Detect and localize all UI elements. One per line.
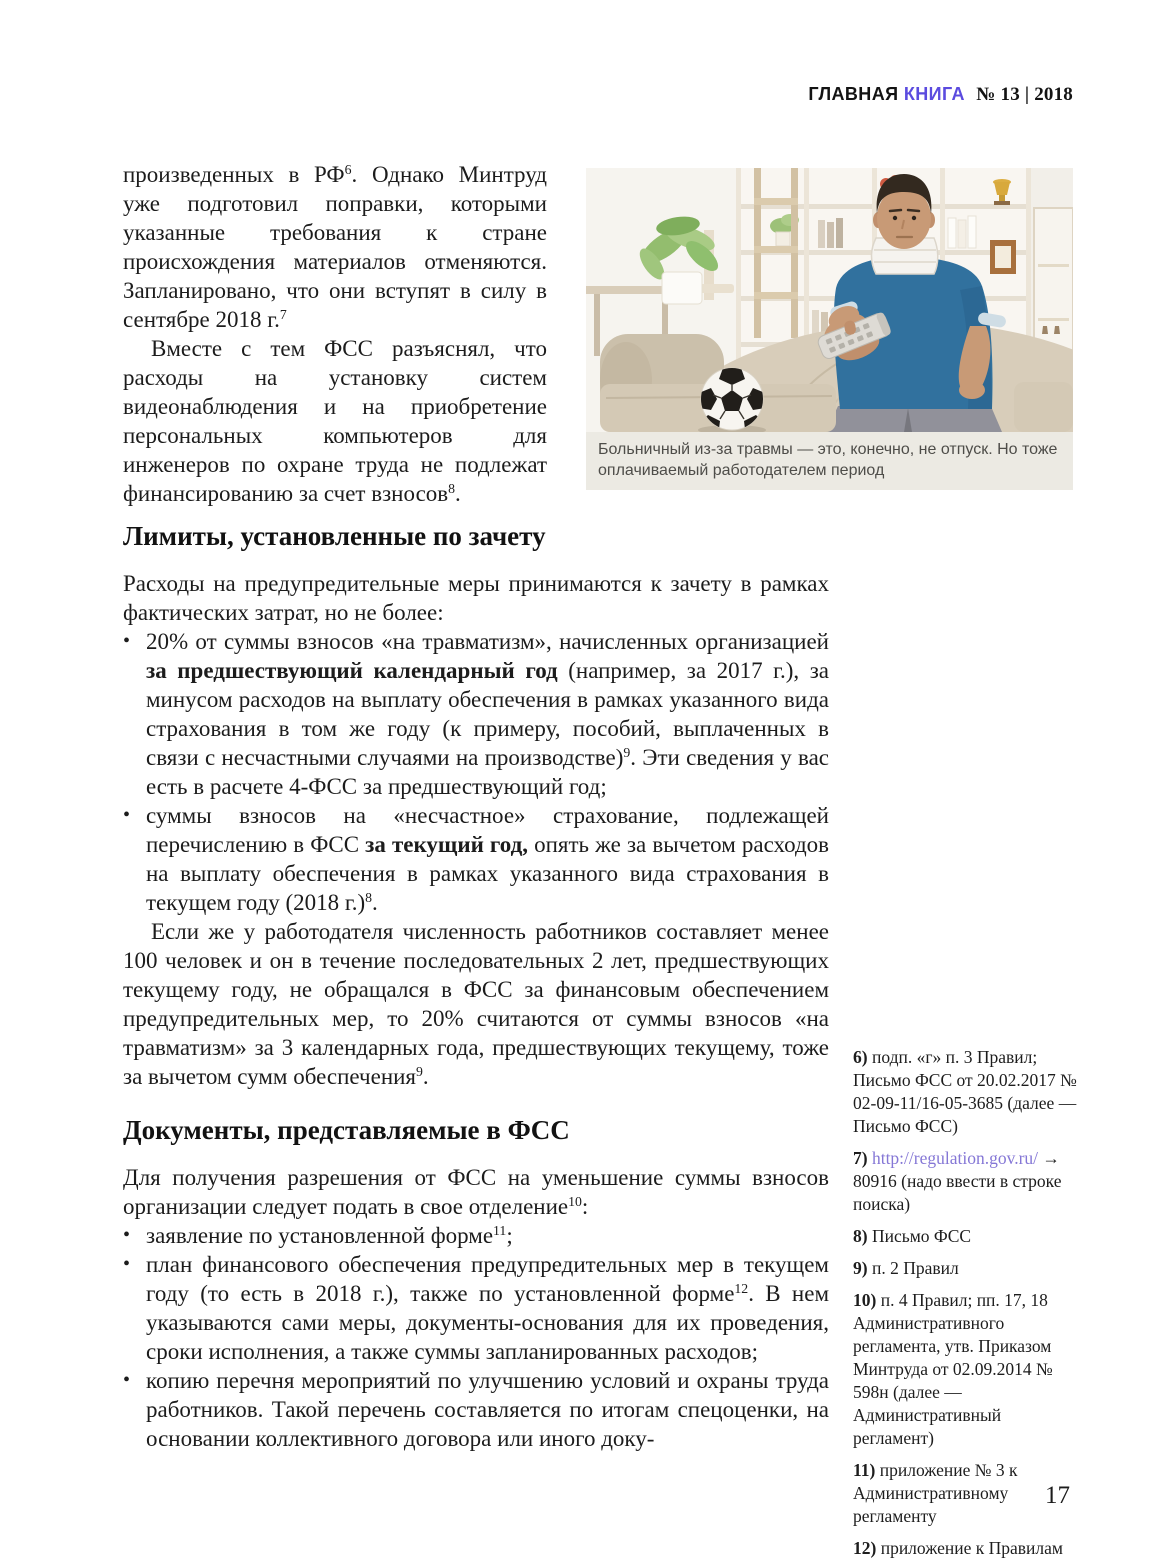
bullet-item <box>123 1250 829 1366</box>
footnote-6 <box>853 1046 1079 1138</box>
bullet-text: 20% от суммы взносов «на травматизм», начисленных организацией за предшествующий календарный год (например, за 2017 г.), за минусом расходов на выплату обеспечения в рамках указанного вида страхования в том же году (к примеру, пособий, выплаченных в связи с несчастными случаями на производстве)$^9$. Эти сведения у вас есть в расчете 4-ФСС за предшествующий год; <box>146 629 829 799</box>
photo-caption: Больничный из-за травмы — это, конечно, не отпуск. Но тоже оплачиваемый работодателем период <box>586 432 1073 490</box>
article-photo <box>586 168 1073 490</box>
footnote-text: п. 4 Правил; пп. 17, 18 Административного регламента, утв. Приказом Минтруда от 02.09.2014 № 598н (далее — Административный регламент) <box>853 1290 1053 1448</box>
footnote-ref: 9 <box>623 745 631 761</box>
bullet-text: заявление по установленной форме$^{11}$; <box>146 1223 513 1248</box>
footnote-text: приложение № 3 к Административному регламенту <box>853 1460 1018 1526</box>
documents-lead-paragraph: Для получения разрешения от ФСС на уменьшение суммы взносов организации следует подать в свое отделение$^{10}$: <box>123 1165 829 1219</box>
footnote-number: 12) <box>853 1538 877 1558</box>
intro-column <box>123 160 547 508</box>
photo-illustration <box>586 168 1073 432</box>
footnote-text: п. 2 Правил <box>871 1258 959 1278</box>
bullet-text: план финансового обеспечения предупредительных мер в текущем году (то есть в 2018 г.), также по установленной форме$^{12}$. В нем указываются сами меры, документы-основания для их проведения, сроки исполнения, а также суммы запланированных расходов; <box>146 1252 829 1364</box>
brand-part-2: КНИГА <box>903 84 965 104</box>
section-title-documents: Документы, представляемые в ФСС <box>123 1115 570 1145</box>
footnote-text: приложение к Правилам <box>880 1538 1063 1558</box>
footnote-number: 10) <box>853 1290 877 1310</box>
footnote-ref: 6 <box>344 162 352 178</box>
picture-frame <box>990 240 1016 274</box>
bullet-item <box>123 1221 829 1250</box>
footnote-number: 7) <box>853 1148 868 1168</box>
intro-paragraph-1: произведенных в $РФ^6$. Однако Минтруд уже подготовил поправки, которыми указанные требования к стране происхождения материалов отменяются. Запланировано, что они вступят в силу в сентябре 2018 г.$^7$ <box>123 162 547 332</box>
footnote-ref: 10 <box>568 1194 582 1210</box>
footnote-ref: 12 <box>734 1281 749 1297</box>
brand-part-1: ГЛАВНАЯ <box>808 84 899 104</box>
footnote-number: 9) <box>853 1258 868 1278</box>
section-title-limits: Лимиты, установленные по зачету <box>123 521 546 551</box>
page-number: 17 <box>1045 1482 1070 1509</box>
footnote-9 <box>853 1257 1079 1280</box>
footnote-ref: 9 <box>416 1064 423 1080</box>
couch-seat-right <box>1014 382 1073 432</box>
bullet-marker: • <box>123 1224 131 1246</box>
main-column <box>123 519 829 1453</box>
footnote-ref: 8 <box>448 481 456 497</box>
bullet-text: суммы взносов на «несчастное» страхование, подлежащей перечислению в ФСС за текущий год, опять же за вычетом расходов на выплату обеспечения в рамках указанного вида страхования в текущем году (2018 г.)$^8$. <box>146 803 829 915</box>
footnote-12 <box>853 1537 1079 1559</box>
footnote-number: 8) <box>853 1226 868 1246</box>
footnote-text: http://regulation.gov.ru/ → 80916 (надо ввести в строке поиска) <box>853 1148 1062 1214</box>
footnote-text: Письмо ФСС <box>871 1226 972 1246</box>
bullet-marker: • <box>123 804 131 826</box>
footnote-ref: 7 <box>279 307 287 323</box>
footnote-number: 6) <box>853 1047 868 1067</box>
footnote-7 <box>853 1147 1079 1216</box>
intro-paragraph-2: Вместе с тем ФСС разъяснял, что расходы на установку систем видеонаблюдения и на приобретение персональных компьютеров для инженеров по охране труда не подлежат финансированию за счет взносов$^8$. <box>123 336 547 506</box>
limits-lead-paragraph: Расходы на предупредительные меры принимаются к зачету в рамках фактических затрат, но не более: <box>123 571 829 625</box>
bullet-item <box>123 627 829 801</box>
bullet-marker: • <box>123 1369 131 1391</box>
limits-paragraph: Если же у работодателя численность работников составляет менее 100 человек и он в течение последовательных 2 лет, предшествующих текущему году, не обращался в ФСС за финансовым обеспечением предупредительных мер, то 20% считаются от суммы взносов «на травматизм» за 3 календарных года, предшествующих текущему, тоже за вычетом сумм обеспечения$^9$. <box>123 919 829 1089</box>
bullet-item <box>123 801 829 917</box>
footnote-number: 11) <box>853 1460 876 1480</box>
issue-number: № 13 | 2018 <box>976 84 1073 105</box>
bullet-item <box>123 1366 829 1453</box>
bullet-marker: • <box>123 1253 131 1275</box>
magazine-header <box>808 84 1073 106</box>
footnote-ref: 8 <box>365 890 373 906</box>
bullet-text: копию перечня мероприятий по улучшению условий и охраны труда работников. Такой перечень составляется по итогам спецоценки, на основании коллективного договора или иного доку- <box>146 1368 829 1451</box>
footnote-link[interactable]: http://regulation.gov.ru/ <box>871 1148 1039 1168</box>
footnote-10 <box>853 1289 1079 1450</box>
footnote-text: подп. «г» п. 3 Правил; Письмо ФСС от 20.02.2017 № 02-09-11/16-05-3685 (далее — Письмо ФСС) <box>853 1047 1077 1136</box>
bullet-marker: • <box>123 630 131 652</box>
footnote-ref: 11 <box>493 1223 507 1239</box>
footnote-8 <box>853 1225 1079 1248</box>
